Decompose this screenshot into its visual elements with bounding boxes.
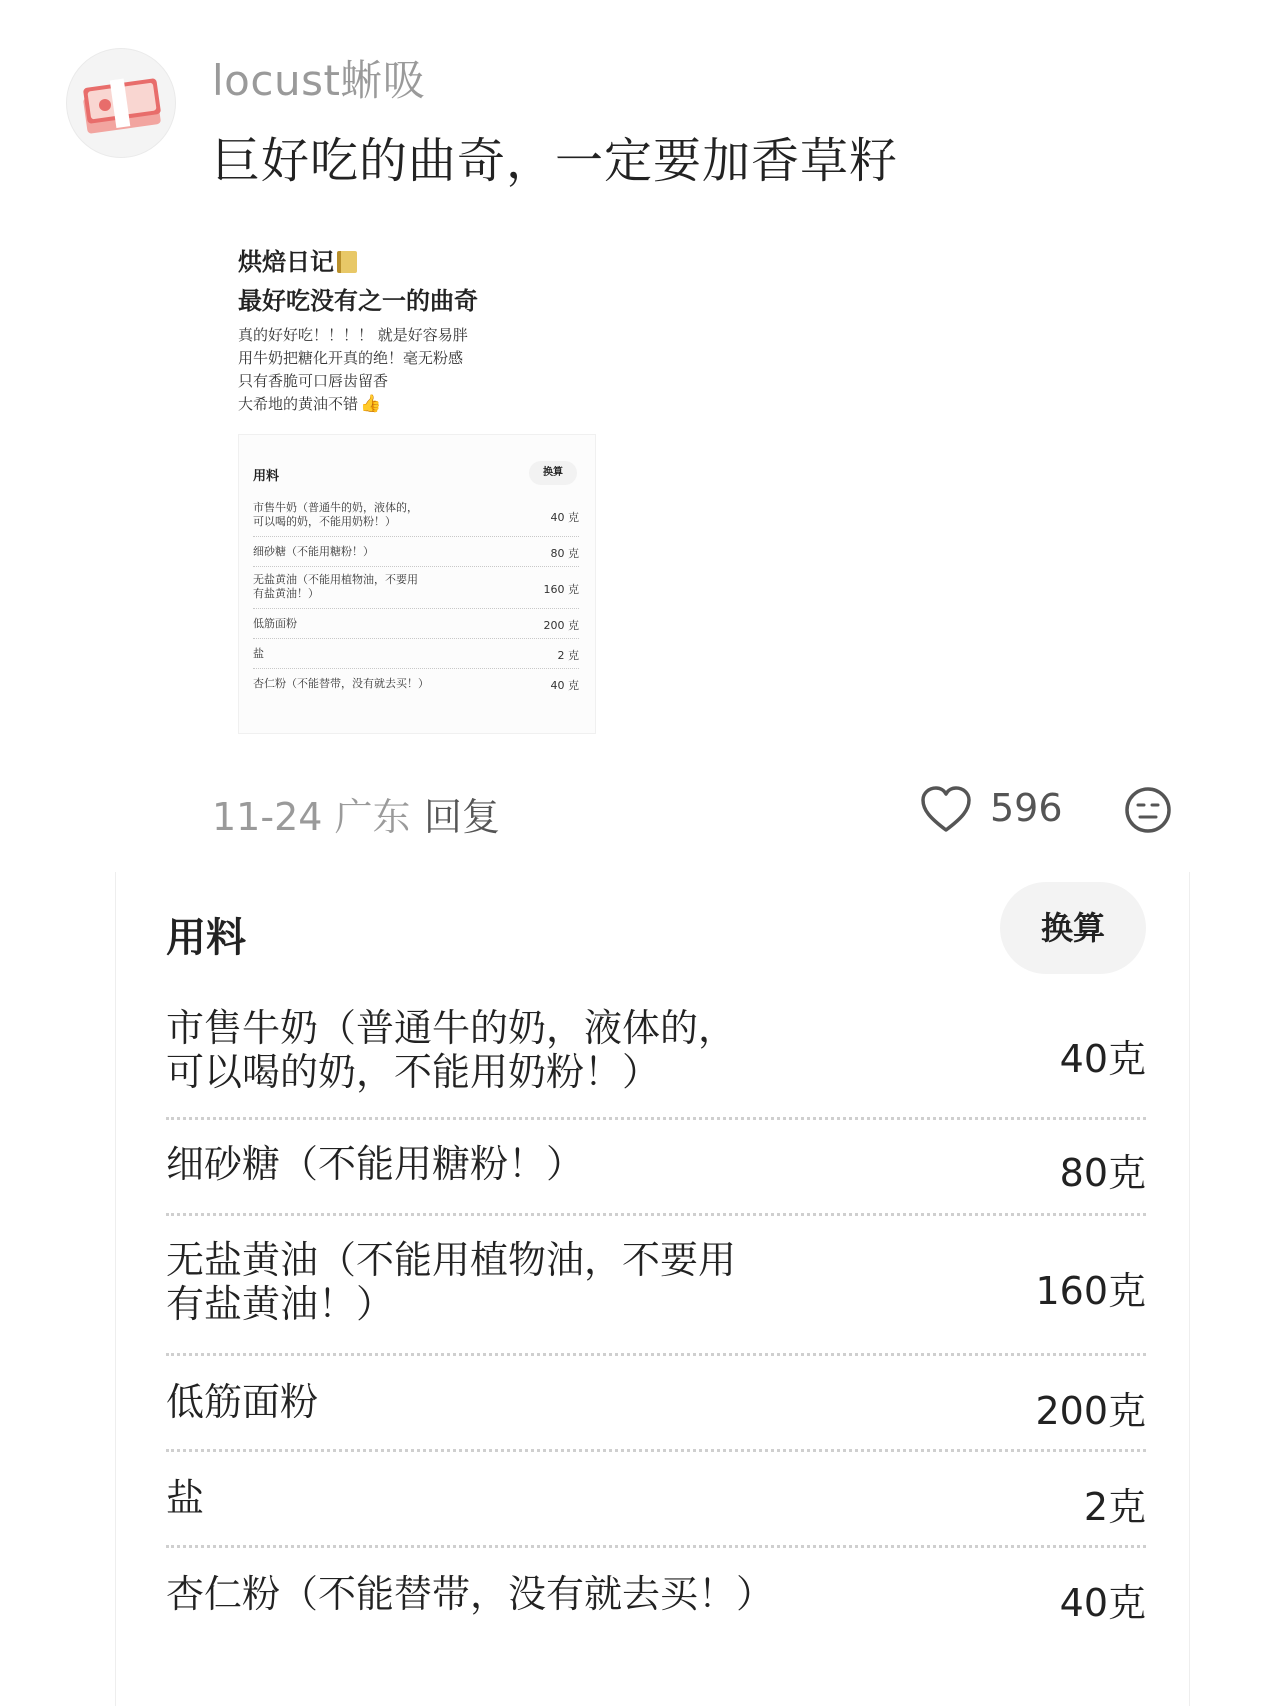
thumbnail-ingredient-name: 可以喝的奶，不能用奶粉！） — [253, 515, 396, 528]
thumbnail-ingredient-card — [238, 434, 596, 734]
ingredient-name: 可以喝的奶，不能用奶粉！） — [166, 1050, 661, 1094]
ingredient-name: 低筋面粉 — [166, 1380, 319, 1424]
ingredient-amount: 160克 — [1035, 1269, 1146, 1313]
username[interactable]: locust蜥吸 — [212, 56, 426, 105]
thumbnail-ingredient-amount: 2 克 — [557, 649, 579, 662]
ingredient-name: 杏仁粉（不能替带，没有就去买！） — [166, 1572, 775, 1616]
thumbnail-ingredient-name: 细砂糖（不能用糖粉！） — [253, 545, 374, 558]
ingredient-name: 市售牛奶（普通牛的奶，液体的， — [166, 1006, 737, 1050]
heart-icon[interactable] — [920, 786, 972, 838]
thumbnail-ingredient-amount: 160 克 — [543, 583, 579, 596]
notebook-icon — [337, 251, 357, 273]
ingredient-amount: 200克 — [1035, 1389, 1146, 1433]
ingredient-name: 有盐黄油！） — [166, 1282, 395, 1326]
thumbnail-ingredient-row — [253, 537, 579, 567]
ingredient-row — [166, 1452, 1146, 1548]
ingredient-amount: 80克 — [1059, 1151, 1146, 1195]
thumbnail-title: 烘焙日记 — [238, 242, 357, 277]
ingredient-amount: 2克 — [1083, 1485, 1146, 1529]
thumbnail-line: 大希地的黄油不错 👍 — [238, 394, 382, 414]
thumbnail-ingredient-row — [253, 497, 579, 537]
cash-bundle-avatar-icon — [67, 49, 176, 158]
thumbnail-ingredient-name: 无盐黄油（不能用植物油，不要用 — [253, 573, 418, 586]
ingredient-amount: 40克 — [1059, 1581, 1146, 1625]
thumbnail-subtitle: 最好吃没有之一的曲奇 — [238, 287, 478, 315]
thumbnail-line: 真的好好吃！！！！ 就是好容易胖 — [238, 326, 468, 344]
ingredient-row — [166, 1216, 1146, 1356]
reply-button[interactable]: 回复 — [424, 795, 501, 839]
thumbs-up-icon: 👍 — [360, 394, 382, 414]
thumbnail-ingredient-amount: 200 克 — [543, 619, 579, 632]
attached-image-thumbnail[interactable] — [236, 234, 602, 734]
thumbnail-line: 只有香脆可口唇齿留香 — [238, 372, 389, 390]
convert-button[interactable]: 换算 — [1000, 882, 1146, 974]
thumbnail-ingredient-row — [253, 669, 579, 699]
thumbnail-ingredient-amount: 80 克 — [550, 547, 579, 560]
comment-text: 巨好吃的曲奇，一定要加香草籽 — [212, 133, 899, 189]
thumbnail-line: 用牛奶把糖化开真的绝！毫无粉感 — [238, 349, 464, 367]
thumbnail-ingredient-row — [253, 639, 579, 669]
thumbnail-ingredient-amount: 40 克 — [550, 511, 579, 524]
ingredient-name: 细砂糖（不能用糖粉！） — [166, 1142, 585, 1186]
ingredients-title: 用料 — [166, 915, 246, 961]
ingredient-amount: 40克 — [1059, 1037, 1146, 1081]
comment-date: 11-24 — [212, 795, 323, 839]
thumbnail-ingredient-name: 低筋面粉 — [253, 617, 297, 630]
ingredient-row — [166, 994, 1146, 1120]
comment-location: 广东 — [334, 795, 411, 839]
thumbnail-ingredient-amount: 40 克 — [550, 679, 579, 692]
thumbnail-ingredients-title: 用料 — [253, 469, 280, 484]
smiley-face-icon[interactable] — [1124, 786, 1172, 838]
ingredient-card — [115, 872, 1190, 1706]
thumbnail-convert-button: 换算 — [529, 461, 577, 485]
like-count: 596 — [990, 786, 1063, 830]
ingredient-name: 盐 — [166, 1476, 205, 1520]
ingredient-name: 无盐黄油（不能用植物油，不要用 — [166, 1238, 737, 1282]
thumbnail-ingredient-row — [253, 609, 579, 639]
thumbnail-ingredient-name: 盐 — [253, 647, 264, 660]
thumbnail-ingredient-row — [253, 567, 579, 609]
ingredient-row — [166, 1548, 1146, 1644]
thumbnail-ingredient-name: 市售牛奶（普通牛的奶，液体的， — [253, 501, 418, 514]
avatar[interactable] — [66, 48, 176, 158]
thumbnail-ingredient-name: 杏仁粉（不能替带，没有就去买！） — [253, 677, 429, 690]
ingredient-row — [166, 1120, 1146, 1216]
thumbnail-ingredient-name: 有盐黄油！） — [253, 587, 319, 600]
comment-meta — [212, 786, 411, 841]
ingredient-row — [166, 1356, 1146, 1452]
